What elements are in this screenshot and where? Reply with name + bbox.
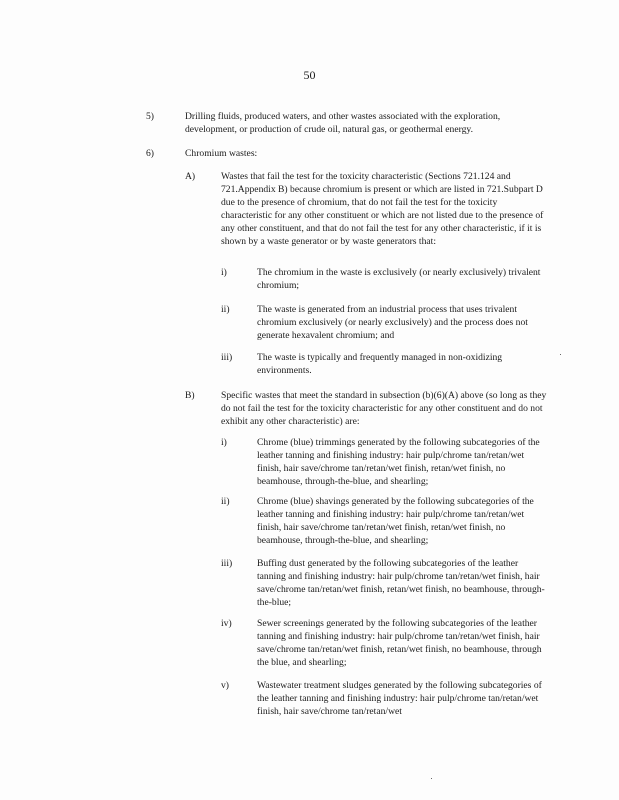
scan-speck [431,778,432,779]
b-item-iv-label: iv) [221,618,232,629]
subsection-a-label: A) [185,171,196,182]
item-5-label: 5) [146,111,154,122]
item-6-text: Chromium wastes: [185,148,258,159]
item-6-label: 6) [146,148,154,159]
a-item-ii-text: The waste is generated from an industrial process that uses trivalent chromium exclusively (or nearly exclusively) and the process does not generate hexavalent chromium; and [257,304,528,341]
b-item-iv-text: Sewer screenings generated by the following subcategories of the leather tanning and finishing industry: hair pulp/chrome tan/retan/wet finish, hair save/chrome tan/retan/wet finish, retan/wet finish, no beamhouse, through the blue, and shearling; [257,618,542,668]
b-item-i-text: Chrome (blue) trimmings generated by the following subcategories of the leather tanning and finishing industry: hair pulp/chrome tan/retan/wet finish, hair save/chrome tan/retan/wet finish, retan/wet finish, no beamhouse, through-the-blue, and shearling; [257,437,540,487]
b-item-ii-text: Chrome (blue) shavings generated by the following subcategories of the leather tanning and finishing industry: hair pulp/chrome tan/retan/wet finish, hair save/chrome tan/retan/wet finish, retan/wet finish, no beamhouse, through-the-blue, and shearling; [257,496,534,546]
subsection-b-text: Specific wastes that meet the standard in subsection (b)(6)(A) above (so long as they do not fail the test for the toxicity characteristic for any other constituent and do not exhibit any other characteristic) are: [221,390,547,427]
b-item-ii-label: ii) [221,496,230,507]
item-5-text: Drilling fluids, produced waters, and other wastes associated with the exploration, development, or production of crude oil, natural gas, or geothermal energy. [185,111,501,135]
a-item-iii-text: The waste is typically and frequently managed in non-oxidizing environments. [257,352,503,376]
subsection-b-label: B) [185,390,195,401]
a-item-i-label: i) [221,267,227,278]
a-item-iii-label: iii) [221,352,233,363]
a-item-ii-label: ii) [221,304,230,315]
a-item-i-text: The chromium in the waste is exclusively (or nearly exclusively) trivalent chromium; [257,267,541,291]
scan-speck [560,354,561,355]
subsection-a-text: Wastes that fail the test for the toxicity characteristic (Sections 721.124 and 721.Appendix B) because chromium is present or which are listed in 721.Subpart D due to the presence of chromium, that do not fail the test for the toxicity characteristic for any other constituent or which are not listed due to the presence of any other constituent, and that do not fail the test for any other characteristic, if it is shown by a waste generator or by waste generators that: [221,171,544,247]
b-item-iii-label: iii) [221,558,233,569]
page-number: 50 [303,68,316,82]
b-item-iii-text: Buffing dust generated by the following subcategories of the leather tanning and finishing industry: hair pulp/chrome tan/retan/wet finish, hair save/chrome tan/retan/wet finish, retan/wet finish, no beamhouse, through-the-blue; [257,558,545,608]
b-item-v-label: v) [221,680,229,691]
b-item-v-text: Wastewater treatment sludges generated by the following subcategories of the leather tanning and finishing industry: hair pulp/chrome tan/retan/wet finish, hair save/chrome tan/retan/wet [257,680,542,717]
b-item-i-label: i) [221,437,227,448]
